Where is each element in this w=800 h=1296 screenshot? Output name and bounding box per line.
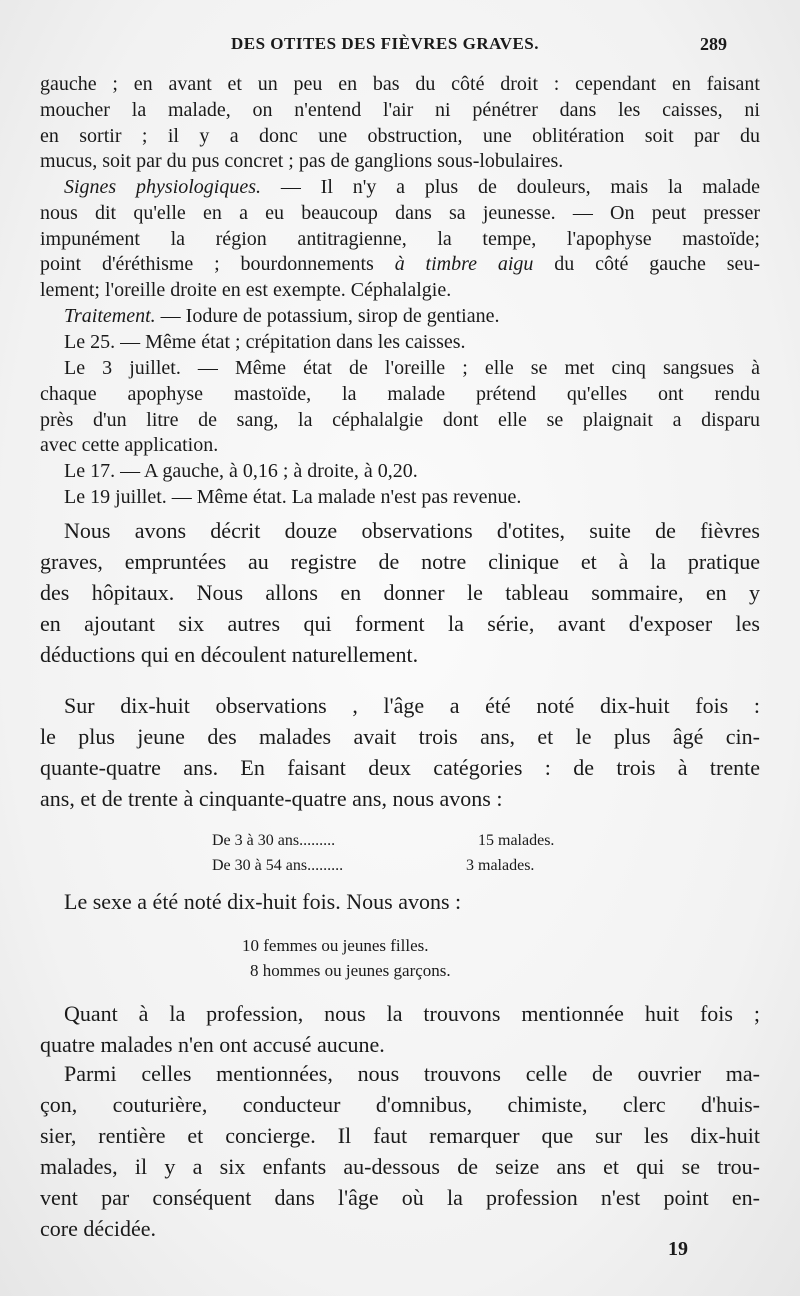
page-number: 289	[700, 34, 727, 54]
text-line: chaque apophyse mastoïde, la malade prétend qu'elles ont rendu	[40, 382, 760, 405]
text-line: moucher la malade, on n'entend l'air ni pénétrer dans les caisses, ni	[40, 98, 760, 121]
text-line: — Il n'y a plus de douleurs, mais la malade	[261, 176, 760, 198]
age-row	[212, 832, 335, 850]
text-line: nous dit qu'elle en a eu beaucoup dans sa jeunesse. — On peut presser	[40, 201, 760, 224]
text-line: Parmi celles mentionnées, nous trouvons celle de ouvrier ma-	[64, 1061, 760, 1086]
text-line: mucus, soit par du pus concret ; pas de ganglions sous-lobulaires.	[40, 150, 564, 173]
text-line: core décidée.	[40, 1216, 157, 1241]
paragraph-profession	[40, 998, 760, 1060]
paragraph-continuation	[40, 72, 760, 175]
text-line: quante-quatre ans. En faisant deux catégories : de trois à trente	[40, 755, 760, 780]
text-line: ans, et de trente à cinquante-quatre ans, nous avons :	[40, 786, 503, 811]
text-line: Le 3 juillet. — Même état de l'oreille ; elle se met cinq sangsues à	[64, 357, 760, 379]
text-fragment: point d'éréthisme ; bourdonnements	[40, 253, 395, 276]
text-line: malades, il y a six enfants au-dessous de seize ans et qui se trou-	[40, 1154, 760, 1179]
sexe-intro: Le sexe a été noté dix-huit fois. Nous avons :	[64, 889, 462, 914]
text-line: gauche ; en avant et un peu en bas du côté droit : cependant en faisant	[40, 73, 760, 95]
entry-17	[40, 459, 760, 485]
text-line: Le 19 juillet. — Même état. La malade n'est pas revenue.	[64, 486, 522, 508]
text-line: Nous avons décrit douze observations d'otites, suite de fièvres	[64, 518, 760, 543]
entry-25	[40, 330, 760, 356]
text-line: graves, empruntées au registre de notre clinique et à la pratique	[40, 549, 760, 574]
age-row	[212, 857, 343, 875]
text-line: des hôpitaux. Nous allons en donner le tableau sommaire, en y	[40, 580, 760, 605]
text-line: lement; l'oreille droite en est exempte. Céphalalgie.	[40, 279, 452, 302]
age-range: De 3 à 30 ans.........	[212, 832, 336, 849]
text-fragment: du côté gauche seu-	[533, 253, 760, 276]
section-label: Traitement.	[64, 305, 156, 327]
text-line: sier, rentière et concierge. Il faut remarquer que sur les dix-huit	[40, 1123, 760, 1148]
text-line: çon, couturière, conducteur d'omnibus, chimiste, clerc d'huis-	[40, 1092, 760, 1117]
italic-fragment: à timbre aigu	[394, 253, 534, 276]
entry-3-juillet	[40, 356, 760, 459]
text-line: Le 17. — A gauche, à 0,16 ; à droite, à 0,20.	[64, 460, 418, 482]
paragraph-signes	[40, 175, 760, 304]
text-line: le plus jeune des malades avait trois ans, et le plus âgé cin-	[40, 724, 760, 749]
text-line: près d'un litre de sang, la céphalalgie dont elle se plaignait a disparu	[40, 408, 760, 431]
entry-19-juillet	[40, 485, 760, 511]
age-range: De 30 à 54 ans.........	[212, 857, 344, 874]
text-line: quatre malades n'en ont accusé aucune.	[40, 1032, 385, 1057]
age-count: 3 malades.	[466, 857, 535, 874]
text-line: déductions qui en découlent naturellement.	[40, 642, 419, 667]
text-line: Sur dix-huit observations , l'âge a été noté dix-huit fois :	[64, 693, 760, 718]
text-line: impunément la région antitragienne, la tempe, l'apophyse mastoïde;	[40, 227, 760, 250]
sexe-item: 8 hommes ou jeunes garçons.	[250, 961, 451, 980]
text-line: Le 25. — Même état ; crépitation dans les caisses.	[64, 331, 466, 353]
section-label: Signes physiologiques.	[64, 176, 262, 198]
age-count: 15 malades.	[478, 832, 555, 849]
paragraph-traitement	[40, 304, 760, 330]
text-line: — Iodure de potassium, sirop de gentiane.	[155, 305, 500, 327]
paragraph-observations	[40, 515, 760, 670]
running-title: DES OTITES DES FIÈVRES GRAVES.	[230, 34, 540, 53]
text-line: en ajoutant six autres qui forment la série, avant d'exposer les	[40, 611, 760, 636]
signature-mark: 19	[668, 1238, 688, 1260]
text-line: Quant à la profession, nous la trouvons mentionnée huit fois ;	[64, 1001, 760, 1026]
text-line: avec cette application.	[40, 434, 219, 457]
paragraph-age	[40, 690, 760, 814]
text-line: vent par conséquent dans l'âge où la profession n'est point en-	[40, 1185, 760, 1210]
sexe-item: 10 femmes ou jeunes filles.	[242, 936, 429, 955]
text-line: en sortir ; il y a donc une obstruction, une oblitération soit par du	[40, 124, 760, 147]
paragraph-professions-list	[40, 1058, 760, 1244]
